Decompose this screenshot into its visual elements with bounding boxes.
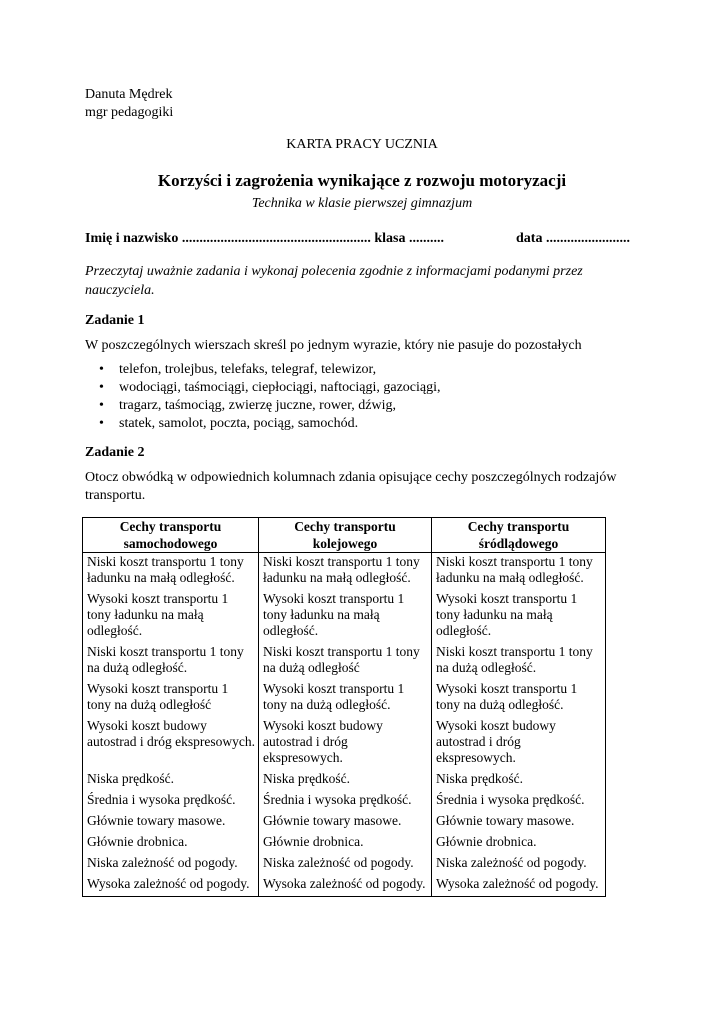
table-cell[interactable]: Głównie drobnica. [259, 833, 432, 854]
table-cell[interactable]: Wysoka zależność od pogody. [259, 875, 432, 897]
page-subtitle: Technika w klasie pierwszej gimnazjum [251, 196, 473, 211]
table-cell[interactable]: Niski koszt transportu 1 tony na dużą odległość [259, 643, 432, 680]
author-block [85, 86, 173, 122]
table-cell[interactable]: Wysoki koszt budowy autostrad i dróg ekspresowych. [83, 717, 259, 770]
list-item: • statek, samolot, poczta, pociąg, samochód. [119, 415, 441, 433]
table-row [83, 854, 606, 875]
student-fields [85, 231, 640, 249]
list-item: • wodociągi, taśmociągi, ciepłociągi, naftociągi, gazociągi, [119, 379, 441, 397]
instruction-text: Przeczytaj uważnie zadania i wykonaj polecenia zgodnie z informacjami podanymi przez nauczyciela. [85, 264, 583, 298]
table-row [83, 875, 606, 897]
task2-text: Otocz obwódką w odpowiednich kolumnach zdania opisujące cechy poszczególnych rodzajów transportu. [85, 470, 617, 503]
table-cell[interactable]: Niski koszt transportu 1 tony ładunku na małą odległość. [259, 553, 432, 591]
table-row [83, 770, 606, 791]
table-cell[interactable]: Wysoki koszt transportu 1 tony na dużą odległość. [432, 680, 606, 717]
table-row [83, 680, 606, 717]
table-cell[interactable]: Głównie drobnica. [83, 833, 259, 854]
table-row [83, 643, 606, 680]
table-body [83, 553, 606, 897]
table-cell[interactable]: Wysoki koszt transportu 1 tony ładunku na małą odległość. [432, 590, 606, 643]
table-cell[interactable]: Niski koszt transportu 1 tony ładunku na małą odległość. [83, 553, 259, 591]
table-row [83, 812, 606, 833]
worksheet-label: KARTA PRACY UCZNIA [286, 137, 438, 152]
list-item: • telefon, trolejbus, telefaks, telegraf, telewizor, [119, 361, 441, 379]
table-row [83, 791, 606, 812]
table-cell[interactable]: Niska zależność od pogody. [259, 854, 432, 875]
table-cell[interactable]: Głównie towary masowe. [83, 812, 259, 833]
transport-table [82, 517, 606, 897]
date-field: data ........................ [516, 231, 630, 246]
column-header-road: Cechy transportu samochodowego [83, 518, 259, 553]
table-cell[interactable]: Wysoki koszt budowy autostrad i dróg ekspresowych. [259, 717, 432, 770]
task1-heading: Zadanie 1 [85, 313, 145, 328]
table-cell[interactable]: Średnia i wysoka prędkość. [432, 791, 606, 812]
table-cell[interactable]: Wysoki koszt transportu 1 tony na dużą odległość [83, 680, 259, 717]
table-cell[interactable]: Niski koszt transportu 1 tony na dużą odległość. [83, 643, 259, 680]
table-row [83, 717, 606, 770]
table-row [83, 590, 606, 643]
table-cell[interactable]: Wysoki koszt budowy autostrad i dróg ekspresowych. [432, 717, 606, 770]
table-cell[interactable]: Średnia i wysoka prędkość. [83, 791, 259, 812]
table-cell[interactable]: Głównie drobnica. [432, 833, 606, 854]
table-cell[interactable]: Niski koszt transportu 1 tony na dużą odległość. [432, 643, 606, 680]
table-cell[interactable]: Niska zależność od pogody. [83, 854, 259, 875]
table-cell[interactable]: Wysoki koszt transportu 1 tony na dużą odległość. [259, 680, 432, 717]
author-title: mgr pedagogiki [85, 105, 174, 120]
task2-heading: Zadanie 2 [85, 445, 145, 460]
list-item: • tragarz, taśmociąg, zwierzę juczne, rower, dźwig, [119, 397, 441, 415]
table-cell[interactable]: Głównie towary masowe. [259, 812, 432, 833]
name-class-field: Imię i nazwisko ...................................................... klasa .......... [85, 231, 444, 246]
column-header-inland: Cechy transportu śródlądowego [432, 518, 606, 553]
task1-text: W poszczególnych wierszach skreśl po jednym wyrazie, który nie pasuje do pozostałych [85, 338, 582, 353]
column-header-rail: Cechy transportu kolejowego [259, 518, 432, 553]
table-cell[interactable]: Głównie towary masowe. [432, 812, 606, 833]
table-row [83, 553, 606, 591]
table-cell[interactable]: Niska prędkość. [83, 770, 259, 791]
author-name: Danuta Mędrek [85, 87, 173, 102]
table-header-row [83, 518, 606, 553]
table-cell[interactable]: Niski koszt transportu 1 tony ładunku na małą odległość. [432, 553, 606, 591]
table-cell[interactable]: Średnia i wysoka prędkość. [259, 791, 432, 812]
table-cell[interactable]: Wysoka zależność od pogody. [432, 875, 606, 897]
table-row [83, 833, 606, 854]
table-cell[interactable]: Niska zależność od pogody. [432, 854, 606, 875]
table-cell[interactable]: Niska prędkość. [259, 770, 432, 791]
table-cell[interactable]: Wysoka zależność od pogody. [83, 875, 259, 897]
page-title: Korzyści i zagrożenia wynikające z rozwoju motoryzacji [157, 171, 567, 190]
table-cell[interactable]: Niska prędkość. [432, 770, 606, 791]
table-cell[interactable]: Wysoki koszt transportu 1 tony ładunku na małą odległość. [83, 590, 259, 643]
table-cell[interactable]: Wysoki koszt transportu 1 tony ładunku na małą odległość. [259, 590, 432, 643]
task1-list [85, 361, 441, 433]
